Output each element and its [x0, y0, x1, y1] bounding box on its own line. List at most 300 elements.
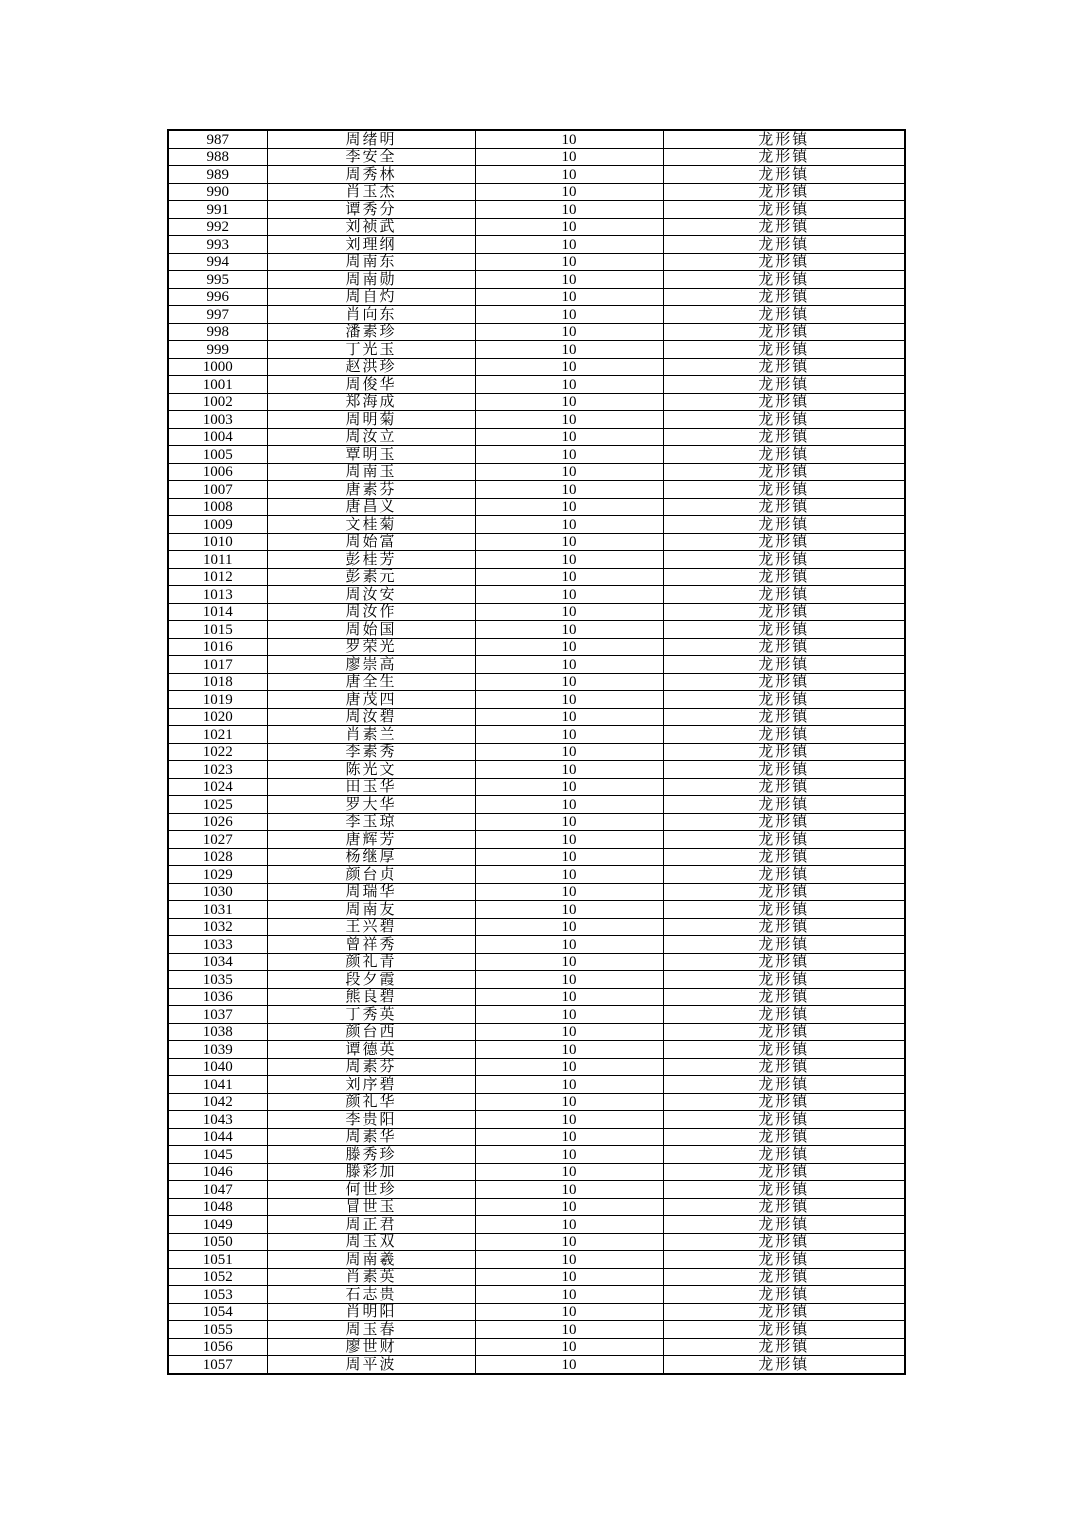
amount-cell: 10	[475, 166, 663, 184]
town-cell: 龙形镇	[663, 831, 905, 849]
row-number-cell: 1035	[168, 971, 267, 989]
amount-cell: 10	[475, 1286, 663, 1304]
person-name-cell: 周南玉	[267, 463, 475, 481]
person-name-cell: 周汝碧	[267, 708, 475, 726]
person-name-cell: 肖素兰	[267, 726, 475, 744]
town-cell: 龙形镇	[663, 271, 905, 289]
amount-cell: 10	[475, 1023, 663, 1041]
amount-cell: 10	[475, 621, 663, 639]
row-number-cell: 992	[168, 218, 267, 236]
amount-cell: 10	[475, 1216, 663, 1234]
table-row	[168, 428, 905, 446]
town-cell: 龙形镇	[663, 253, 905, 271]
row-number-cell: 1024	[168, 778, 267, 796]
town-cell: 龙形镇	[663, 516, 905, 534]
row-number-cell: 998	[168, 323, 267, 341]
town-cell: 龙形镇	[663, 953, 905, 971]
town-cell: 龙形镇	[663, 918, 905, 936]
row-number-cell: 1028	[168, 848, 267, 866]
town-cell: 龙形镇	[663, 1321, 905, 1339]
person-name-cell: 周明菊	[267, 411, 475, 429]
table-row	[168, 166, 905, 184]
row-number-cell: 1025	[168, 796, 267, 814]
table-row	[168, 883, 905, 901]
town-cell: 龙形镇	[663, 341, 905, 359]
table-row	[168, 971, 905, 989]
table-row	[168, 533, 905, 551]
person-name-cell: 李贵阳	[267, 1111, 475, 1129]
amount-cell: 10	[475, 393, 663, 411]
row-number-cell: 1001	[168, 376, 267, 394]
row-number-cell: 1049	[168, 1216, 267, 1234]
row-number-cell: 1030	[168, 883, 267, 901]
town-cell: 龙形镇	[663, 166, 905, 184]
person-name-cell: 周汝作	[267, 603, 475, 621]
person-name-cell: 何世珍	[267, 1181, 475, 1199]
amount-cell: 10	[475, 1006, 663, 1024]
table-row	[168, 148, 905, 166]
table-row	[168, 341, 905, 359]
table-row	[168, 516, 905, 534]
town-cell: 龙形镇	[663, 743, 905, 761]
person-name-cell: 赵洪珍	[267, 358, 475, 376]
person-name-cell: 颜礼华	[267, 1093, 475, 1111]
table-row	[168, 708, 905, 726]
amount-cell: 10	[475, 201, 663, 219]
amount-cell: 10	[475, 848, 663, 866]
person-name-cell: 刘祯武	[267, 218, 475, 236]
town-cell: 龙形镇	[663, 148, 905, 166]
amount-cell: 10	[475, 1356, 663, 1374]
person-name-cell: 廖崇高	[267, 656, 475, 674]
person-name-cell: 刘序碧	[267, 1076, 475, 1094]
table-row	[168, 1286, 905, 1304]
amount-cell: 10	[475, 603, 663, 621]
row-number-cell: 1039	[168, 1041, 267, 1059]
row-number-cell: 1051	[168, 1251, 267, 1269]
table-row	[168, 638, 905, 656]
table-row	[168, 481, 905, 499]
row-number-cell: 1002	[168, 393, 267, 411]
amount-cell: 10	[475, 218, 663, 236]
amount-cell: 10	[475, 1076, 663, 1094]
town-cell: 龙形镇	[663, 726, 905, 744]
row-number-cell: 1029	[168, 866, 267, 884]
row-number-cell: 1036	[168, 988, 267, 1006]
person-name-cell: 王兴碧	[267, 918, 475, 936]
town-cell: 龙形镇	[663, 603, 905, 621]
table-row	[168, 376, 905, 394]
row-number-cell: 1042	[168, 1093, 267, 1111]
table-row	[168, 1181, 905, 1199]
town-cell: 龙形镇	[663, 638, 905, 656]
amount-cell: 10	[475, 936, 663, 954]
town-cell: 龙形镇	[663, 988, 905, 1006]
table-row	[168, 393, 905, 411]
table-row	[168, 236, 905, 254]
amount-cell: 10	[475, 568, 663, 586]
row-number-cell: 990	[168, 183, 267, 201]
town-cell: 龙形镇	[663, 1146, 905, 1164]
town-cell: 龙形镇	[663, 673, 905, 691]
row-number-cell: 1023	[168, 761, 267, 779]
town-cell: 龙形镇	[663, 866, 905, 884]
town-cell: 龙形镇	[663, 1163, 905, 1181]
person-name-cell: 唐全生	[267, 673, 475, 691]
person-name-cell: 曾祥秀	[267, 936, 475, 954]
person-name-cell: 冒世玉	[267, 1198, 475, 1216]
amount-cell: 10	[475, 726, 663, 744]
person-name-cell: 周南东	[267, 253, 475, 271]
amount-cell: 10	[475, 1146, 663, 1164]
table-row	[168, 1163, 905, 1181]
table-row	[168, 866, 905, 884]
town-cell: 龙形镇	[663, 621, 905, 639]
table-row	[168, 778, 905, 796]
row-number-cell: 1053	[168, 1286, 267, 1304]
amount-cell: 10	[475, 446, 663, 464]
row-number-cell: 1052	[168, 1268, 267, 1286]
town-cell: 龙形镇	[663, 236, 905, 254]
table-row	[168, 358, 905, 376]
amount-cell: 10	[475, 1233, 663, 1251]
row-number-cell: 1004	[168, 428, 267, 446]
town-cell: 龙形镇	[663, 393, 905, 411]
amount-cell: 10	[475, 988, 663, 1006]
town-cell: 龙形镇	[663, 778, 905, 796]
row-number-cell: 991	[168, 201, 267, 219]
town-cell: 龙形镇	[663, 288, 905, 306]
town-cell: 龙形镇	[663, 1058, 905, 1076]
amount-cell: 10	[475, 253, 663, 271]
table-row	[168, 901, 905, 919]
row-number-cell: 1014	[168, 603, 267, 621]
person-name-cell: 颜台贞	[267, 866, 475, 884]
row-number-cell: 999	[168, 341, 267, 359]
amount-cell: 10	[475, 708, 663, 726]
row-number-cell: 997	[168, 306, 267, 324]
table-row	[168, 271, 905, 289]
amount-cell: 10	[475, 271, 663, 289]
row-number-cell: 994	[168, 253, 267, 271]
person-name-cell: 熊良碧	[267, 988, 475, 1006]
amount-cell: 10	[475, 918, 663, 936]
person-name-cell: 唐昌义	[267, 498, 475, 516]
row-number-cell: 1017	[168, 656, 267, 674]
table-row	[168, 761, 905, 779]
row-number-cell: 1013	[168, 586, 267, 604]
town-cell: 龙形镇	[663, 218, 905, 236]
row-number-cell: 1037	[168, 1006, 267, 1024]
table-row	[168, 796, 905, 814]
person-name-cell: 唐素芬	[267, 481, 475, 499]
amount-cell: 10	[475, 148, 663, 166]
table-row	[168, 1321, 905, 1339]
table-row	[168, 673, 905, 691]
town-cell: 龙形镇	[663, 376, 905, 394]
town-cell: 龙形镇	[663, 551, 905, 569]
town-cell: 龙形镇	[663, 323, 905, 341]
person-name-cell: 田玉华	[267, 778, 475, 796]
person-name-cell: 周平波	[267, 1356, 475, 1374]
table-row	[168, 1093, 905, 1111]
row-number-cell: 1040	[168, 1058, 267, 1076]
row-number-cell: 1000	[168, 358, 267, 376]
person-name-cell: 周玉春	[267, 1321, 475, 1339]
row-number-cell: 1041	[168, 1076, 267, 1094]
amount-cell: 10	[475, 638, 663, 656]
table-row	[168, 1356, 905, 1374]
row-number-cell: 1009	[168, 516, 267, 534]
amount-cell: 10	[475, 428, 663, 446]
town-cell: 龙形镇	[663, 761, 905, 779]
town-cell: 龙形镇	[663, 813, 905, 831]
amount-cell: 10	[475, 1041, 663, 1059]
table-row	[168, 1216, 905, 1234]
table-row	[168, 411, 905, 429]
amount-cell: 10	[475, 901, 663, 919]
person-name-cell: 周南勋	[267, 271, 475, 289]
row-number-cell: 1048	[168, 1198, 267, 1216]
table-row	[168, 848, 905, 866]
town-cell: 龙形镇	[663, 936, 905, 954]
table-row	[168, 586, 905, 604]
row-number-cell: 989	[168, 166, 267, 184]
row-number-cell: 1027	[168, 831, 267, 849]
person-name-cell: 刘理纲	[267, 236, 475, 254]
town-cell: 龙形镇	[663, 901, 905, 919]
row-number-cell: 1016	[168, 638, 267, 656]
amount-cell: 10	[475, 1058, 663, 1076]
town-cell: 龙形镇	[663, 1041, 905, 1059]
town-cell: 龙形镇	[663, 1093, 905, 1111]
town-cell: 龙形镇	[663, 481, 905, 499]
amount-cell: 10	[475, 866, 663, 884]
amount-cell: 10	[475, 813, 663, 831]
row-number-cell: 1044	[168, 1128, 267, 1146]
table-row	[168, 323, 905, 341]
person-name-cell: 肖玉杰	[267, 183, 475, 201]
amount-cell: 10	[475, 130, 663, 148]
row-number-cell: 1015	[168, 621, 267, 639]
table-row	[168, 1233, 905, 1251]
person-name-cell: 彭桂芳	[267, 551, 475, 569]
amount-cell: 10	[475, 953, 663, 971]
row-number-cell: 996	[168, 288, 267, 306]
person-name-cell: 丁光玉	[267, 341, 475, 359]
amount-cell: 10	[475, 1181, 663, 1199]
amount-cell: 10	[475, 551, 663, 569]
table-row	[168, 568, 905, 586]
table-row	[168, 551, 905, 569]
person-name-cell: 段夕霞	[267, 971, 475, 989]
row-number-cell: 1005	[168, 446, 267, 464]
row-number-cell: 1043	[168, 1111, 267, 1129]
amount-cell: 10	[475, 971, 663, 989]
person-name-cell: 周南羲	[267, 1251, 475, 1269]
amount-cell: 10	[475, 516, 663, 534]
town-cell: 龙形镇	[663, 1356, 905, 1374]
person-name-cell: 丁秀英	[267, 1006, 475, 1024]
row-number-cell: 1020	[168, 708, 267, 726]
town-cell: 龙形镇	[663, 1128, 905, 1146]
person-name-cell: 彭素元	[267, 568, 475, 586]
table-row	[168, 1023, 905, 1041]
table-row	[168, 463, 905, 481]
row-number-cell: 1021	[168, 726, 267, 744]
table-row	[168, 988, 905, 1006]
row-number-cell: 1019	[168, 691, 267, 709]
town-cell: 龙形镇	[663, 971, 905, 989]
amount-cell: 10	[475, 481, 663, 499]
table-row	[168, 621, 905, 639]
amount-cell: 10	[475, 1198, 663, 1216]
amount-cell: 10	[475, 656, 663, 674]
row-number-cell: 1007	[168, 481, 267, 499]
row-number-cell: 1026	[168, 813, 267, 831]
table-row	[168, 306, 905, 324]
table-row	[168, 1198, 905, 1216]
row-number-cell: 1032	[168, 918, 267, 936]
table-row	[168, 691, 905, 709]
table-row	[168, 1041, 905, 1059]
amount-cell: 10	[475, 498, 663, 516]
table-row	[168, 1251, 905, 1269]
town-cell: 龙形镇	[663, 1076, 905, 1094]
town-cell: 龙形镇	[663, 1268, 905, 1286]
row-number-cell: 1006	[168, 463, 267, 481]
amount-cell: 10	[475, 183, 663, 201]
table-row	[168, 831, 905, 849]
row-number-cell: 995	[168, 271, 267, 289]
table-row	[168, 603, 905, 621]
person-name-cell: 周素芬	[267, 1058, 475, 1076]
town-cell: 龙形镇	[663, 446, 905, 464]
amount-cell: 10	[475, 831, 663, 849]
amount-cell: 10	[475, 883, 663, 901]
person-name-cell: 周俊华	[267, 376, 475, 394]
person-name-cell: 唐茂四	[267, 691, 475, 709]
person-name-cell: 郑海成	[267, 393, 475, 411]
amount-cell: 10	[475, 1111, 663, 1129]
row-number-cell: 1055	[168, 1321, 267, 1339]
person-name-cell: 廖世财	[267, 1338, 475, 1356]
person-name-cell: 陈光文	[267, 761, 475, 779]
amount-cell: 10	[475, 376, 663, 394]
person-name-cell: 滕彩加	[267, 1163, 475, 1181]
amount-cell: 10	[475, 306, 663, 324]
person-name-cell: 李素秀	[267, 743, 475, 761]
amount-cell: 10	[475, 533, 663, 551]
person-name-cell: 李安全	[267, 148, 475, 166]
table-row	[168, 130, 905, 148]
town-cell: 龙形镇	[663, 568, 905, 586]
town-cell: 龙形镇	[663, 1181, 905, 1199]
person-name-cell: 周汝立	[267, 428, 475, 446]
person-name-cell: 周南友	[267, 901, 475, 919]
person-name-cell: 周始国	[267, 621, 475, 639]
table-row	[168, 201, 905, 219]
row-number-cell: 1003	[168, 411, 267, 429]
town-cell: 龙形镇	[663, 1216, 905, 1234]
row-number-cell: 1011	[168, 551, 267, 569]
town-cell: 龙形镇	[663, 656, 905, 674]
town-cell: 龙形镇	[663, 533, 905, 551]
person-name-cell: 周玉双	[267, 1233, 475, 1251]
amount-cell: 10	[475, 1093, 663, 1111]
person-name-cell: 颜礼青	[267, 953, 475, 971]
table-row	[168, 1006, 905, 1024]
amount-cell: 10	[475, 1268, 663, 1286]
town-cell: 龙形镇	[663, 1338, 905, 1356]
person-name-cell: 滕秀珍	[267, 1146, 475, 1164]
amount-cell: 10	[475, 1303, 663, 1321]
row-number-cell: 1008	[168, 498, 267, 516]
town-cell: 龙形镇	[663, 201, 905, 219]
town-cell: 龙形镇	[663, 428, 905, 446]
person-name-cell: 文桂菊	[267, 516, 475, 534]
person-name-cell: 谭秀分	[267, 201, 475, 219]
amount-cell: 10	[475, 743, 663, 761]
table-row	[168, 1268, 905, 1286]
town-cell: 龙形镇	[663, 848, 905, 866]
town-cell: 龙形镇	[663, 358, 905, 376]
town-cell: 龙形镇	[663, 1111, 905, 1129]
table-row	[168, 936, 905, 954]
town-cell: 龙形镇	[663, 883, 905, 901]
town-cell: 龙形镇	[663, 1006, 905, 1024]
person-name-cell: 罗大华	[267, 796, 475, 814]
table-row	[168, 1303, 905, 1321]
table-row	[168, 498, 905, 516]
table-row	[168, 253, 905, 271]
amount-cell: 10	[475, 323, 663, 341]
person-name-cell: 杨继厚	[267, 848, 475, 866]
person-name-cell: 周素华	[267, 1128, 475, 1146]
table-row	[168, 1128, 905, 1146]
table-row	[168, 1146, 905, 1164]
row-number-cell: 1046	[168, 1163, 267, 1181]
person-name-cell: 李玉琼	[267, 813, 475, 831]
table-row	[168, 183, 905, 201]
town-cell: 龙形镇	[663, 130, 905, 148]
amount-cell: 10	[475, 1338, 663, 1356]
row-number-cell: 1031	[168, 901, 267, 919]
row-number-cell: 1054	[168, 1303, 267, 1321]
amount-cell: 10	[475, 463, 663, 481]
town-cell: 龙形镇	[663, 411, 905, 429]
table-row	[168, 918, 905, 936]
person-name-cell: 周绪明	[267, 130, 475, 148]
person-name-cell: 石志贵	[267, 1286, 475, 1304]
amount-cell: 10	[475, 778, 663, 796]
row-number-cell: 1057	[168, 1356, 267, 1374]
person-name-cell: 肖向东	[267, 306, 475, 324]
row-number-cell: 1010	[168, 533, 267, 551]
amount-cell: 10	[475, 1128, 663, 1146]
row-number-cell: 1033	[168, 936, 267, 954]
row-number-cell: 1038	[168, 1023, 267, 1041]
amount-cell: 10	[475, 586, 663, 604]
row-number-cell: 1012	[168, 568, 267, 586]
row-number-cell: 1047	[168, 1181, 267, 1199]
data-table	[167, 129, 906, 1375]
person-name-cell: 周汝安	[267, 586, 475, 604]
town-cell: 龙形镇	[663, 691, 905, 709]
table-row	[168, 813, 905, 831]
amount-cell: 10	[475, 341, 663, 359]
amount-cell: 10	[475, 1251, 663, 1269]
